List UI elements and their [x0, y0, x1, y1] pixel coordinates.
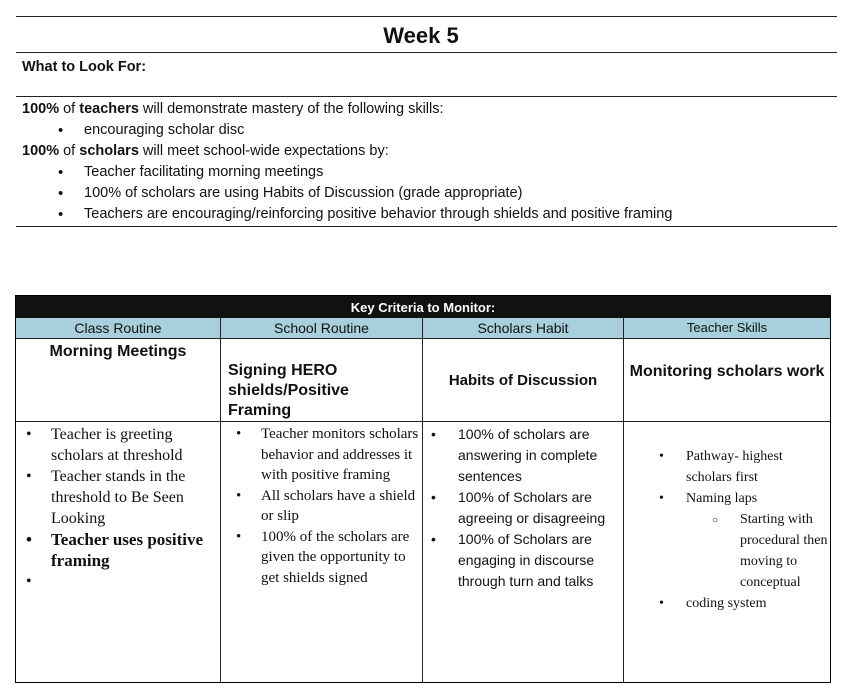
scholar-bullet: • 100% of scholars are using Habits of Discussion (grade appropriate)	[22, 183, 672, 204]
list-item: • Naming laps	[624, 488, 828, 509]
scholars-habit-items	[423, 424, 621, 592]
column-header-class-routine: Class Routine	[16, 318, 221, 338]
list-item: • Teacher monitors scholars behavior and addresses it with positive framing	[221, 424, 419, 486]
list-item: • Teacher stands in the threshold to Be Seen Looking	[16, 466, 216, 529]
list-item: ○ Starting with procedural then moving to conceptual	[624, 509, 828, 593]
list-item: • 100% of Scholars are agreeing or disagreeing	[423, 487, 621, 529]
routine-teacher: Monitoring scholars work	[629, 363, 825, 380]
row-divider	[16, 338, 830, 339]
routine-class: Morning Meetings	[49, 343, 187, 360]
scholar-bullet: • Teacher facilitating morning meetings	[22, 162, 672, 183]
list-item: • All scholars have a shield or slip	[221, 486, 419, 527]
table-header: Key Criteria to Monitor:	[16, 296, 830, 318]
teacher-bullet: • encouraging scholar disc	[22, 120, 672, 141]
top-rule	[16, 16, 837, 17]
title-rule	[16, 52, 837, 53]
routine-school: Signing HERO shields/Positive Framing	[228, 362, 349, 419]
column-header-scholars-habit: Scholars Habit	[423, 318, 624, 338]
list-item: • coding system	[624, 593, 828, 614]
column-header-teacher-skills: Teacher Skills	[624, 318, 830, 338]
school-routine-items	[221, 424, 419, 588]
scholar-bullet: • Teachers are encouraging/reinforcing positive behavior through shields and positive framing	[22, 204, 672, 225]
key-criteria-table	[15, 295, 831, 683]
list-item: • 100% of the scholars are given the opportunity to get shields signed	[221, 527, 419, 589]
routine-scholars: Habits of Discussion	[448, 372, 598, 389]
look-for-rule	[16, 96, 837, 97]
expectations-rule	[16, 226, 837, 227]
column-header-school-routine: School Routine	[221, 318, 423, 338]
list-item: • Pathway- highest scholars first	[624, 446, 828, 488]
teacher-skills-items	[624, 446, 828, 614]
list-item: • Teacher is greeting scholars at threshold	[16, 424, 216, 466]
list-item: • Teacher uses positive framing	[16, 529, 216, 571]
list-item	[16, 571, 216, 592]
list-item: • 100% of scholars are answering in complete sentences	[423, 424, 621, 487]
row-divider	[16, 421, 830, 422]
class-routine-items	[16, 424, 216, 592]
list-item: • 100% of Scholars are engaging in discourse through turn and talks	[423, 529, 621, 592]
scholars-line: 100% of scholars will meet school-wide expectations by:	[22, 143, 389, 159]
page-title: Week 5	[383, 23, 459, 48]
look-for-label: What to Look For:	[22, 59, 147, 75]
teachers-line: 100% of teachers will demonstrate mastery of the following skills:	[22, 101, 444, 117]
expectations-block	[22, 99, 672, 225]
